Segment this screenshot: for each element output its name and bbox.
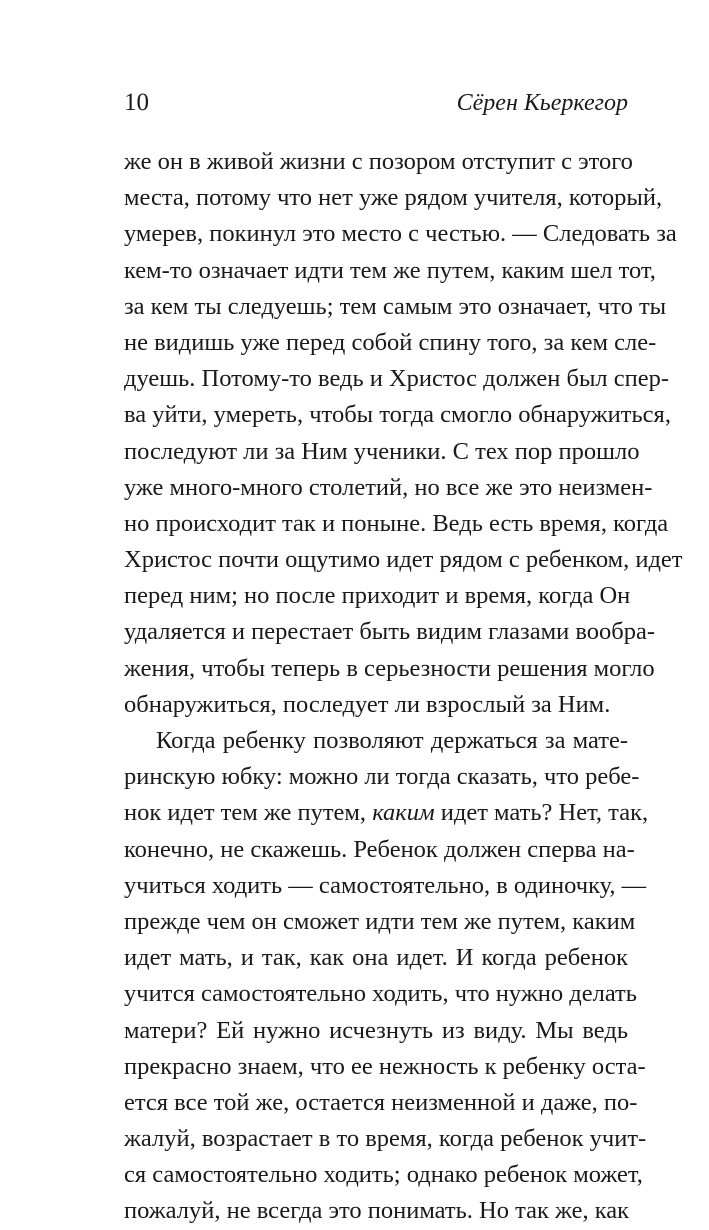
- text-line: матери? Ей нужно исчезнуть из виду. Мы ведь: [124, 1016, 628, 1044]
- text-line: учиться ходить — самостоятельно, в одиночку, —: [124, 871, 647, 899]
- text-line: но происходит так и поныне. Ведь есть время, когда: [124, 509, 669, 537]
- text-line: дуешь. Потому-то ведь и Христос должен был спер-: [124, 365, 670, 393]
- text-segment: нок идет тем же путем,: [124, 799, 373, 827]
- body-text: [124, 144, 683, 1230]
- text-line: же он в живой жизни с позором отступит с этого: [124, 148, 633, 175]
- text-line: жалуй, возрастает в то время, когда ребенок учит-: [124, 1125, 647, 1153]
- text-line-with-emphasis: [124, 795, 649, 831]
- text-line: уже много-много столетий, но все же это неизмен-: [124, 473, 653, 501]
- text-line: жения, чтобы теперь в серьезности решения могло: [124, 654, 655, 682]
- text-line: конечно, не скажешь. Ребенок должен сперва на-: [124, 835, 635, 863]
- text-line: умерев, покинул это место с честью. — Следовать за: [124, 220, 677, 248]
- text-line: пожалуй, не всегда это понимать. Но так же, как: [124, 1197, 630, 1225]
- text-line: Христос почти ощутимо идет рядом с ребенком, идет: [124, 546, 683, 574]
- text-segment: идет мать? Нет, так,: [434, 799, 649, 827]
- text-line: последуют ли за Ним ученики. С тех пор прошло: [124, 437, 640, 465]
- text-line: прежде чем он сможет идти тем же путем, каким: [124, 907, 636, 935]
- text-line: обнаружиться, последует ли взрослый за Ним.: [124, 690, 611, 718]
- emphasized-word: каким: [372, 799, 435, 827]
- text-line: ва уйти, умереть, чтобы тогда смогло обнаружиться,: [124, 401, 671, 429]
- text-line: прекрасно знаем, что ее нежность к ребенку оста-: [124, 1052, 646, 1080]
- text-line: места, потому что нет уже рядом учителя, который,: [124, 184, 663, 212]
- text-line: Когда ребенку позволяют держаться за мате-: [156, 727, 628, 754]
- text-line: не видишь уже перед собой спину того, за кем сле-: [124, 328, 657, 356]
- text-line: ся самостоятельно ходить; однако ребенок может,: [124, 1161, 643, 1189]
- text-line: кем-то означает идти тем же путем, каким шел тот,: [124, 256, 656, 284]
- running-head-author: Сёрен Кьеркегор: [456, 90, 628, 116]
- text-line: учится самостоятельно ходить, что нужно делать: [124, 980, 637, 1008]
- text-line: за кем ты следуешь; тем самым это означает, что ты: [124, 292, 667, 320]
- page-number: 10: [124, 89, 149, 116]
- text-line: удаляется и перестает быть видим глазами вообра-: [124, 618, 655, 646]
- text-line: перед ним; но после приходит и время, когда Он: [124, 582, 631, 610]
- text-line: ринскую юбку: можно ли тогда сказать, что ребе-: [124, 763, 640, 791]
- text-line: идет мать, и так, как она идет. И когда ребенок: [124, 944, 628, 972]
- text-line: ется все той же, остается неизменной и даже, по-: [124, 1088, 638, 1116]
